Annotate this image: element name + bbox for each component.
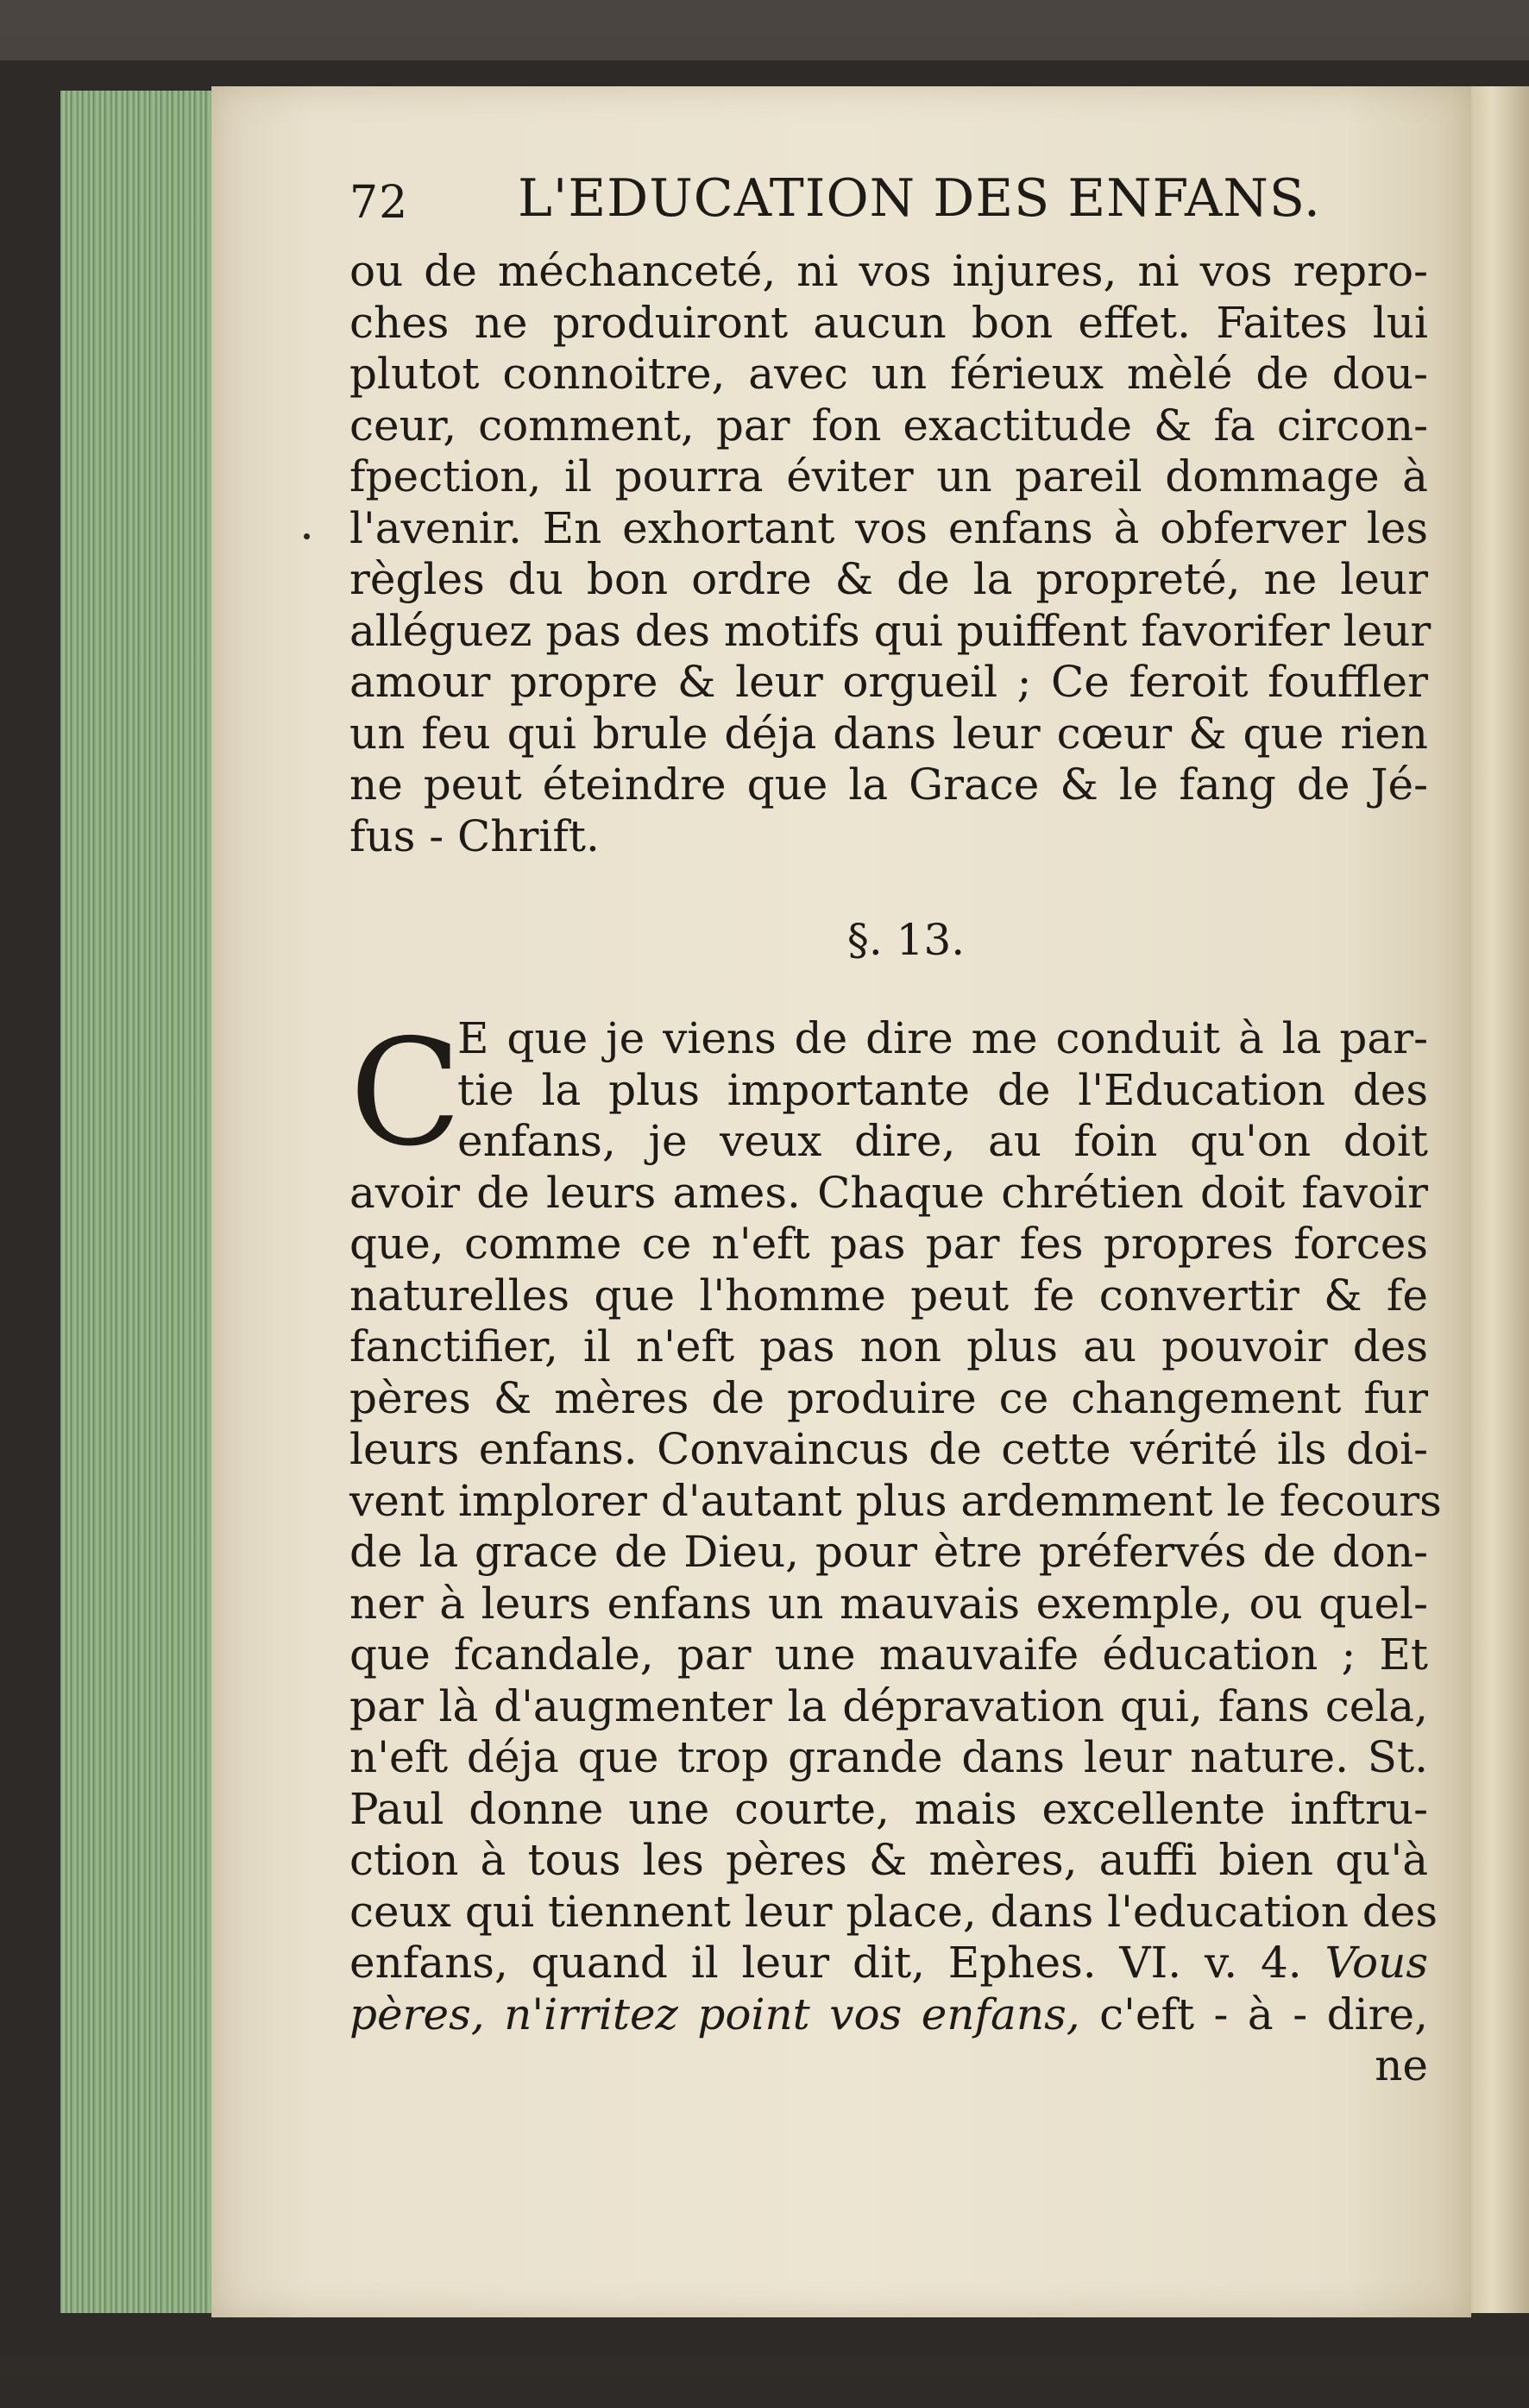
text-line: un feu qui brule déja dans leur cœur & que rien xyxy=(349,708,1428,759)
section-mark: §. 13. xyxy=(846,915,966,965)
text-line: vent implorer d'autant plus ardemment le fecours xyxy=(349,1475,1442,1526)
page-header xyxy=(349,168,1428,246)
paragraph-1 xyxy=(349,246,1431,862)
text-line: fpection, il pourra éviter un pareil dommage à xyxy=(349,451,1428,501)
text-line: avoir de leurs ames. Chaque chrétien doit favoir xyxy=(349,1167,1428,1218)
drop-cap: C xyxy=(349,1008,462,1179)
text-line: par là d'augmenter la dépravation qui, fans cela, xyxy=(349,1680,1428,1731)
text-line: que fcandale, par une mauvaife éducation ; Et xyxy=(349,1629,1428,1680)
text-line: tie la plus importante de l'Education des xyxy=(457,1064,1428,1115)
roman-text: c'eft - à - dire, xyxy=(1099,1989,1428,2039)
text-line: leurs enfans. Convaincus de cette vérité ils doi- xyxy=(349,1424,1428,1474)
text-line: enfans, je veux dire, au foin qu'on doit xyxy=(457,1116,1428,1166)
page-number: 72 xyxy=(349,177,409,229)
text-line: fus - Chrift. xyxy=(349,810,600,861)
text-line: que, comme ce n'eft pas par fes propres forces xyxy=(349,1219,1428,1269)
text-line: alléguez pas des motifs qui puiffent favorifer leur xyxy=(349,605,1431,656)
text-line: fanctifier, il n'eft pas non plus au pouvoir des xyxy=(349,1321,1428,1371)
text-line: l'avenir. En exhortant vos enfans à obferver les xyxy=(349,502,1428,553)
text-line: Paul donne une courte, mais excellente inftru- xyxy=(349,1783,1428,1834)
text-line: enfans, quand il leur dit, Ephes. VI. v. 4. Vous xyxy=(349,1938,1428,1988)
text-line: de la grace de Dieu, pour ètre préfervés de don- xyxy=(349,1527,1428,1577)
page-edges xyxy=(60,91,217,2313)
text-line: E que je viens de dire me conduit à la par- xyxy=(457,1013,1428,1063)
running-title: L'EDUCATION DES ENFANS. xyxy=(518,168,1321,229)
ink-dot xyxy=(304,533,310,539)
catchword: ne xyxy=(1375,2040,1428,2090)
page-text xyxy=(349,168,1442,2092)
paragraph-2 xyxy=(349,1008,1442,2040)
text-line: amour propre & leur orgueil ; Ce feroit fouffler xyxy=(349,657,1428,707)
text-line: ne peut éteindre que la Grace & le fang de Jé- xyxy=(349,760,1428,810)
text-line: ceux qui tiennent leur place, dans l'education des xyxy=(349,1886,1438,1937)
text-line: ceur, comment, par fon exactitude & fa circon- xyxy=(349,400,1428,451)
text-line: pères & mères de produire ce changement fur xyxy=(349,1372,1428,1423)
text-line: naturelles que l'homme peut fe convertir & fe xyxy=(349,1270,1428,1321)
text-line: ou de méchanceté, ni vos injures, ni vos repro- xyxy=(349,246,1428,296)
text-line: règles du bon ordre & de la propreté, ne leur xyxy=(349,554,1428,604)
italic-text: Vous xyxy=(1325,1938,1428,1988)
text-line: n'eft déja que trop grande dans leur nature. St. xyxy=(349,1732,1428,1782)
italic-text: pères, n'irritez point vos enfans, xyxy=(349,1989,1100,2039)
text-line: ches ne produiront aucun bon effet. Faites lui xyxy=(349,297,1428,348)
next-page-edge xyxy=(1467,86,1529,2313)
text-line: ner à leurs enfans un mauvais exemple, ou quel- xyxy=(349,1578,1428,1629)
text-line: ction à tous les pères & mères, auffi bien qu'à xyxy=(349,1835,1428,1885)
text-line xyxy=(349,1989,1428,2041)
text-line: plutot connoitre, avec un férieux mèlé de dou- xyxy=(349,349,1428,399)
